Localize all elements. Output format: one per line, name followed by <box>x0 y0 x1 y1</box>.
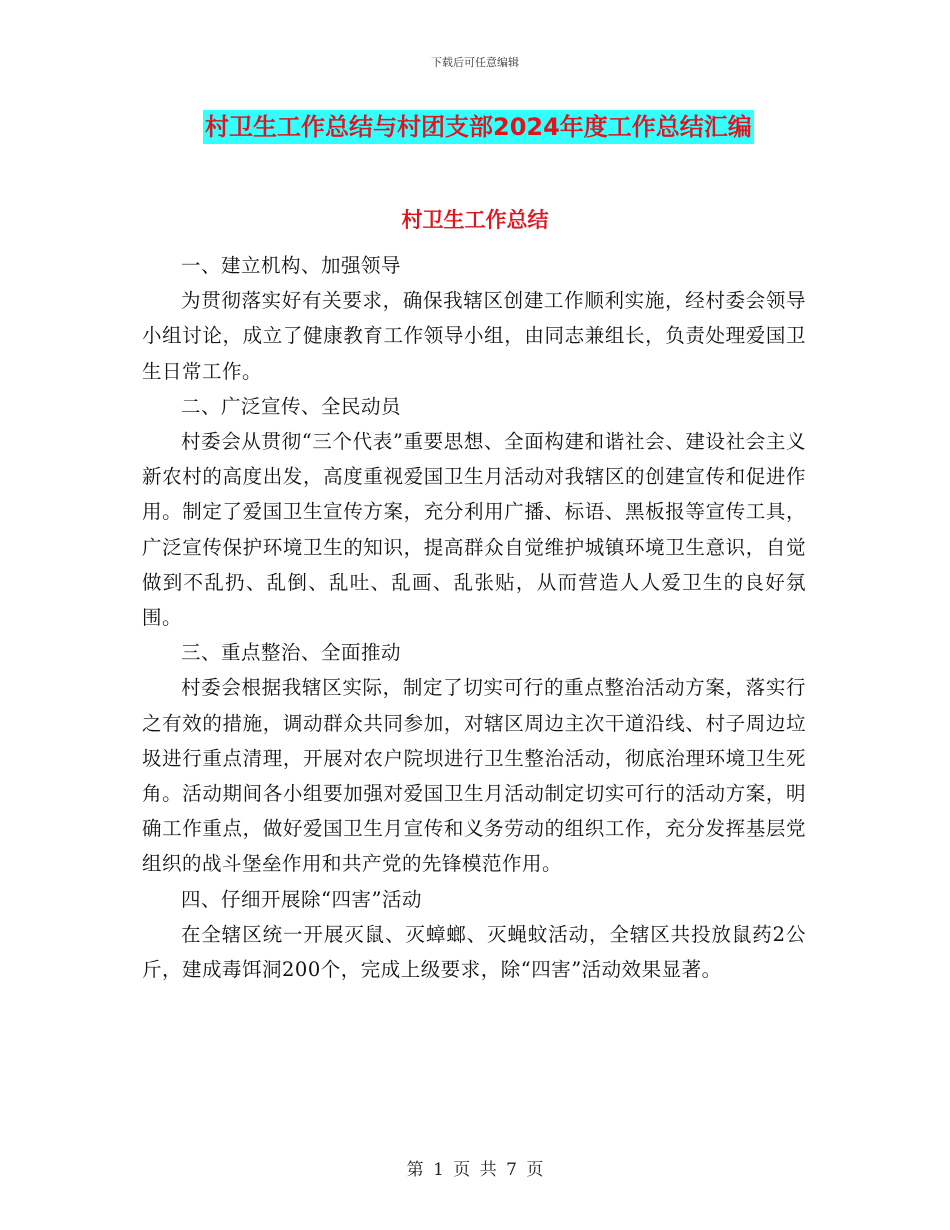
paragraph-four-pests: 在全辖区统一开展灭鼠、灭蟑螂、灭蝇蚊活动，全辖区共投放鼠药2公斤，建成毒饵洞200个，完成上级要求，除“四害”活动效果显著。 <box>142 922 806 982</box>
document-title: 村卫生工作总结与村团支部2024年度工作总结汇编 <box>203 110 754 144</box>
document-body <box>142 248 806 987</box>
heading-four-pests: 四、仔细开展除“四害”活动 <box>181 887 422 911</box>
paragraph-establish-organization: 为贯彻落实好有关要求，确保我辖区创建工作顺利实施，经村委会领导小组讨论，成立了健康教育工作领导小组，由同志兼组长，负责处理爱国卫生日常工作。 <box>142 289 806 383</box>
paragraph-key-rectification: 村委会根据我辖区实际，制定了切实可行的重点整治活动方案，落实行之有效的措施，调动群众共同参加，对辖区周边主次干道沿线、村子周边垃圾进行重点清理，开展对农户院坝进行卫生整治活动，彻底治理环境卫生死角。活动期间各小组要加强对爱国卫生月活动制定切实可行的活动方案，明确工作重点，做好爱国卫生月宣传和义务劳动的组织工作，充分发挥基层党组织的战斗堡垒作用和共产党的先锋模范作用。 <box>142 676 806 876</box>
heading-key-rectification: 三、重点整治、全面推动 <box>181 641 402 665</box>
heading-establish-organization: 一、建立机构、加强领导 <box>181 254 402 277</box>
page-indicator: 第 1 页 共 7 页 <box>406 1160 544 1180</box>
section-title: 村卫生工作总结 <box>401 208 549 232</box>
heading-publicity: 二、广泛宣传、全民动员 <box>181 394 402 418</box>
paragraph-publicity: 村委会从贯彻“三个代表”重要思想、全面构建和谐社会、建设社会主义新农村的高度出发，高度重视爱国卫生月活动对我辖区的创建宣传和促进作用。制定了爱国卫生宣传方案，充分利用广播、标语、黑板报等宣传工具，广泛宣传保护环境卫生的知识，提高群众自觉维护城镇环境卫生意识，自觉做到不乱扔、乱倒、乱吐、乱画、乱张贴，从而营造人人爱卫生的良好氛围。 <box>142 430 806 630</box>
header-note: 下载后可任意编辑 <box>431 56 519 69</box>
